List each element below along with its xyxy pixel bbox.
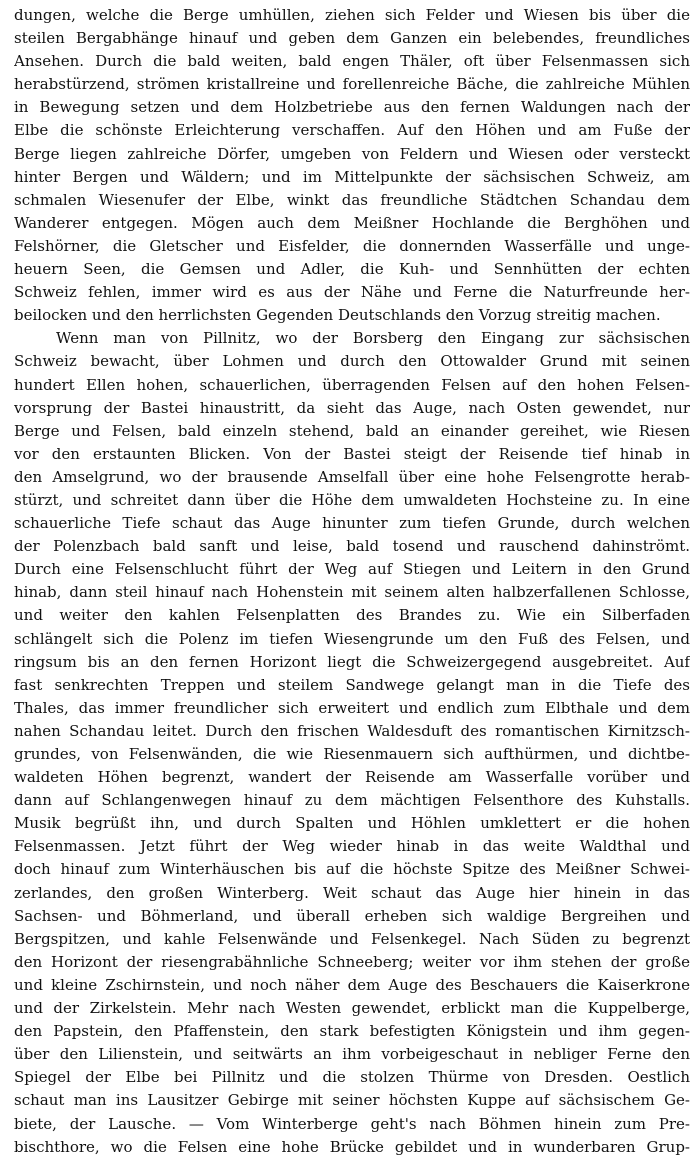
- paragraph-end-line: beilocken und den herrlichsten Gegenden Deutschlands den Vorzug streitig machen.: [14, 306, 661, 325]
- text-line: Musik begrüßt ihn, und durch Spalten und Höhlen umklettert er die hohen: [14, 814, 690, 833]
- text-line: Durch eine Felsenschlucht führt der Weg auf Stiegen und Leitern in den Grund: [14, 560, 690, 579]
- text-line: über den Lilienstein, und seitwärts an ihm vorbeigeschaut in nebliger Ferne den: [14, 1045, 690, 1064]
- text-line: nahen Schandau leitet. Durch den frischen Waldesduft des romantischen Kirnitzsch-: [14, 721, 690, 740]
- text-line: Ansehen. Durch die bald weiten, bald engen Thäler, oft über Felsenmassen sich: [14, 52, 690, 71]
- text-line: Thales, das immer freundlicher sich erweitert und endlich zum Elbthale und dem: [14, 698, 690, 717]
- text-line: den Horizont der riesengrabähnliche Schneeberg; weiter vor ihm stehen der große: [14, 952, 690, 971]
- text-column: [14, 4, 690, 1159]
- text-line: der Polenzbach bald sanft und leise, bald tosend und rauschend dahinströmt.: [14, 537, 690, 556]
- text-line: den Amselgrund, wo der brausende Amselfall über eine hohe Felsengrotte herab-: [14, 467, 690, 486]
- text-line: den Papstein, den Pfaffenstein, den stark befestigten Königstein und ihm gegen-: [14, 1022, 690, 1041]
- text-line: Schweiz bewacht, über Lohmen und durch den Ottowalder Grund mit seinen: [14, 352, 690, 371]
- text-line: hundert Ellen hohen, schauerlichen, überragenden Felsen auf den hohen Felsen-: [14, 375, 690, 394]
- text-line: fast senkrechten Treppen und steilem Sandwege gelangt man in die Tiefe des: [14, 675, 690, 694]
- text-line: Berge liegen zahlreiche Dörfer, umgeben von Feldern und Wiesen oder versteckt: [14, 144, 690, 163]
- text-line: Wanderer entgegen. Mögen auch dem Meißner Hochlande die Berghöhen und: [14, 213, 690, 232]
- text-line: zerlandes, den großen Winterberg. Weit schaut das Auge hier hinein in das: [14, 883, 690, 902]
- text-line: doch hinauf zum Winterhäuschen bis auf die höchste Spitze des Meißner Schwei-: [14, 860, 690, 879]
- text-line: dungen, welche die Berge umhüllen, ziehen sich Felder und Wiesen bis über die: [14, 6, 690, 24]
- text-line: vor den erstaunten Blicken. Von der Bastei steigt der Reisende tief hinab in: [14, 444, 690, 463]
- text-line: biete, der Lausche. — Vom Winterberge geht's nach Böhmen hinein zum Pre-: [14, 1114, 690, 1133]
- text-line: dann auf Schlangenwegen hinauf zu dem mächtigen Felsenthore des Kuhstalls.: [14, 791, 690, 810]
- text-line: Spiegel der Elbe bei Pillnitz und die stolzen Thürme von Dresden. Oestlich: [14, 1068, 690, 1087]
- text-line: waldeten Höhen begrenzt, wandert der Reisende am Wasserfalle vorüber und: [14, 768, 690, 787]
- text-line: schlängelt sich die Polenz im tiefen Wiesengrunde um den Fuß des Felsen, und: [14, 629, 690, 648]
- text-line: steilen Bergabhänge hinauf und geben dem Ganzen ein belebendes, freundliches: [14, 29, 690, 48]
- text-line: bischthore, wo die Felsen eine hohe Brücke gebildet und in wunderbaren Grup-: [14, 1137, 690, 1156]
- text-line: und weiter den kahlen Felsenplatten des Brandes zu. Wie ein Silberfaden: [14, 606, 690, 625]
- text-line: hinter Bergen und Wäldern; und im Mittelpunkte der sächsischen Schweiz, am: [14, 167, 690, 186]
- text-line: vorsprung der Bastei hinaustritt, da sieht das Auge, nach Osten gewendet, nur: [14, 398, 690, 417]
- text-line: schaut man ins Lausitzer Gebirge mit seiner höchsten Kuppe auf sächsischem Ge-: [14, 1091, 690, 1110]
- text-line: stürzt, und schreitet dann über die Höhe dem umwaldeten Hochsteine zu. In eine: [14, 490, 690, 509]
- text-line: und der Zirkelstein. Mehr nach Westen gewendet, erblickt man die Kuppelberge,: [14, 999, 690, 1018]
- text-line: Felsenmassen. Jetzt führt der Weg wieder hinab in das weite Waldthal und: [14, 837, 690, 856]
- text-line: in Bewegung setzen und dem Holzbetriebe aus den fernen Waldungen nach der: [14, 98, 690, 117]
- text-line: Elbe die schönste Erleichterung verschaffen. Auf den Höhen und am Fuße der: [14, 121, 690, 140]
- text-line: Felshörner, die Gletscher und Eisfelder, die donnernden Wasserfälle und unge-: [14, 236, 690, 255]
- text-line: ringsum bis an den fernen Horizont liegt die Schweizergegend ausgebreitet. Auf: [14, 652, 690, 671]
- text-line: schauerliche Tiefe schaut das Auge hinunter zum tiefen Grunde, durch welchen: [14, 514, 690, 533]
- text-line: Bergspitzen, und kahle Felsenwände und Felsenkegel. Nach Süden zu begrenzt: [14, 929, 690, 948]
- text-line: herabstürzend, strömen kristallreine und forellenreiche Bäche, die zahlreiche Mühlen: [14, 75, 690, 94]
- text-line: grundes, von Felsenwänden, die wie Riesenmauern sich aufthürmen, und dichtbe-: [14, 745, 690, 763]
- paragraph-start-line: Wenn man von Pillnitz, wo der Borsberg den Eingang zur sächsischen: [56, 329, 690, 348]
- text-line: heuern Seen, die Gemsen und Adler, die Kuh- und Sennhütten der echten: [14, 260, 690, 279]
- text-line: schmalen Wiesenufer der Elbe, winkt das freundliche Städtchen Schandau dem: [14, 190, 690, 209]
- text-line: Schweiz fehlen, immer wird es aus der Nähe und Ferne die Naturfreunde her-: [14, 283, 690, 302]
- text-line: und kleine Zschirnstein, und noch näher dem Auge des Beschauers die Kaiserkrone: [14, 975, 690, 994]
- text-line: Berge und Felsen, bald einzeln stehend, bald an einander gereihet, wie Riesen: [14, 421, 690, 440]
- text-line: hinab, dann steil hinauf nach Hohenstein mit seinem alten halbzerfallenen Schlosse,: [14, 583, 690, 602]
- text-line: Sachsen- und Böhmerland, und überall erheben sich waldige Bergreihen und: [14, 906, 690, 925]
